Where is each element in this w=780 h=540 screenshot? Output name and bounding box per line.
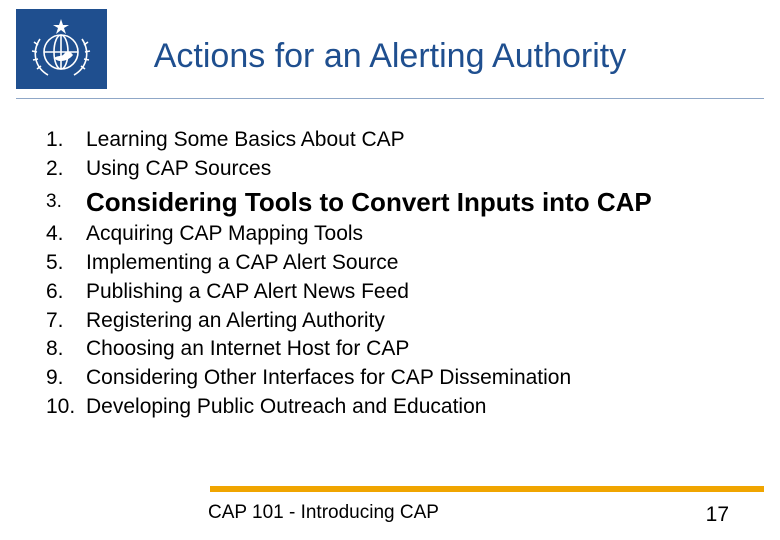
agenda-list (46, 126, 652, 421)
agenda-item-number: 7. (46, 308, 64, 332)
agenda-item (46, 278, 652, 307)
agenda-item-label: Registering an Alerting Authority (86, 308, 385, 332)
agenda-item-label: Learning Some Basics About CAP (86, 128, 405, 151)
slide-title-text: Actions for an Alerting Authority (153, 37, 627, 75)
slide-title (0, 37, 780, 76)
agenda-item-label: Considering Other Interfaces for CAP Dissemination (86, 365, 572, 389)
agenda-item-label: Publishing a CAP Alert News Feed (86, 279, 409, 303)
footer-accent-bar (210, 486, 764, 492)
title-divider (16, 98, 764, 99)
agenda-item-number: 10. (46, 394, 76, 418)
agenda-item (46, 307, 652, 336)
agenda-item (46, 185, 652, 219)
agenda-item-label: Developing Public Outreach and Education (86, 394, 487, 418)
agenda-item (46, 393, 652, 422)
agenda-item (46, 155, 652, 184)
agenda-item-number: 3. (46, 191, 62, 213)
agenda-item (46, 335, 652, 364)
agenda-item-number: 1. (46, 128, 64, 151)
footer-text: CAP 101 - Introducing CAP (208, 502, 439, 523)
agenda-item-label: Choosing an Internet Host for CAP (86, 337, 410, 361)
agenda-item-label: Using CAP Sources (86, 156, 272, 180)
agenda-item (46, 364, 652, 393)
agenda-item-number: 6. (46, 279, 64, 303)
agenda-item-number: 9. (46, 365, 64, 389)
agenda-item (46, 220, 652, 249)
page-number: 17 (705, 503, 729, 526)
agenda-item (46, 249, 652, 278)
agenda-item-label: Acquiring CAP Mapping Tools (86, 222, 364, 246)
agenda-item-label: Considering Tools to Convert Inputs into CAP (86, 187, 652, 218)
agenda-item-number: 4. (46, 222, 64, 246)
agenda-item (46, 126, 652, 155)
agenda-item-number: 8. (46, 337, 64, 361)
agenda-item-label: Implementing a CAP Alert Source (86, 251, 399, 275)
agenda-item-number: 5. (46, 251, 64, 275)
agenda-item-number: 2. (46, 156, 64, 180)
